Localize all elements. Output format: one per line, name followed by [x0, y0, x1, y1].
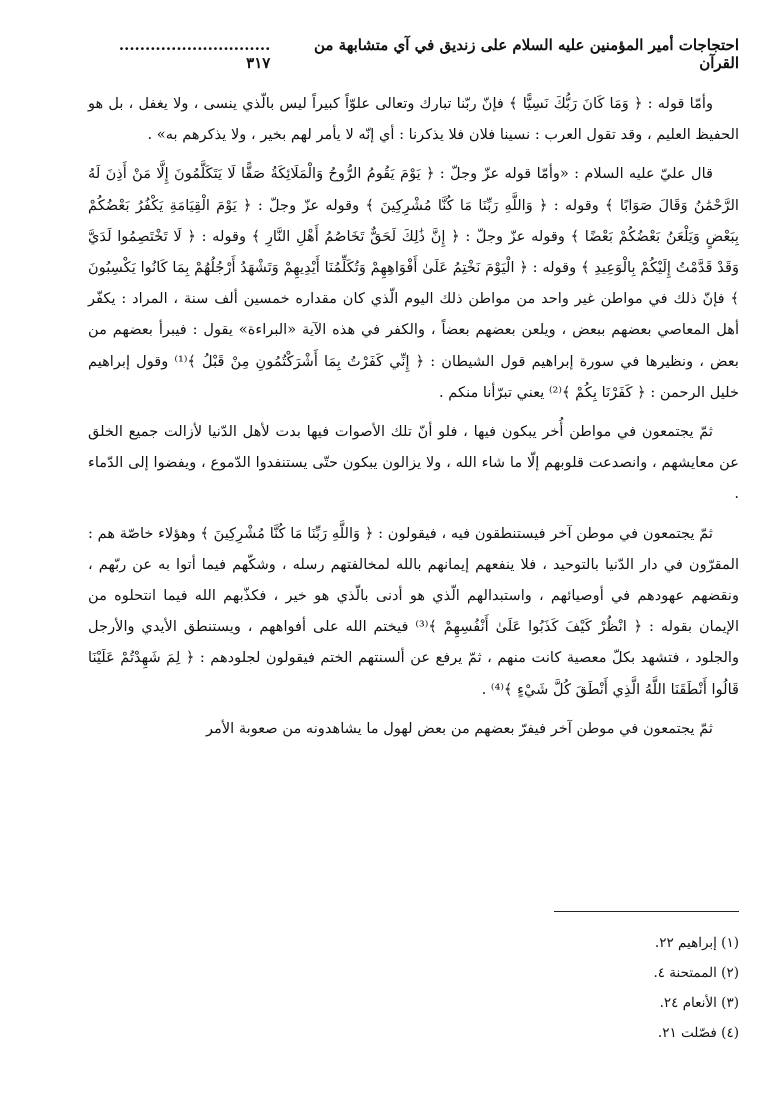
footnote-divider [554, 911, 739, 912]
paragraph: وأمّا قوله : ﴿ وَمَا كَانَ رَبُّكَ نَسِيًّا ﴾ فإنّ ربّنا تبارك وتعالى علوّاً كبيراً ليس بالّذي ينسى ، ولا يغفل ، بل هو الحفيظ العليم ، وقد تقول العرب : نسينا فلان فلا يذكرنا : أي إنّه لا يأمر لهم بخير ، ولا يذكرهم به» . [88, 95, 739, 144]
paragraph: قال عليّ عليه السلام : «وأمّا قوله عزّ وجلّ : ﴿ يَوْمَ يَقُومُ الرُّوحُ وَالْمَلَائِكَةُ صَفًّا لَا يَتَكَلَّمُونَ إِلَّا مَنْ أَذِنَ لَهُ الرَّحْمَٰنُ وَقَالَ صَوَابًا ﴾ وقوله : ﴿ وَاللَّهِ رَبِّنَا مَا كُنَّا مُشْرِكِينَ ﴾ وقوله عزّ وجلّ : ﴿ يَوْمَ الْقِيَامَةِ يَكْفُرُ بَعْضُكُمْ بِبَعْضٍ وَيَلْعَنُ بَعْضُكُمْ بَعْضًا ﴾ وقوله عزّ وجلّ : ﴿ إِنَّ ذَٰلِكَ لَحَقٌّ تَخَاصُمُ أَهْلِ النَّارِ ﴾ وقوله : ﴿ لَا تَخْتَصِمُوا لَدَيَّ وَقَدْ قَدَّمْتُ إِلَيْكُمْ بِالْوَعِيدِ ﴾ وقوله : ﴿ الْيَوْمَ نَخْتِمُ عَلَىٰ أَفْوَاهِهِمْ وَتُكَلِّمُنَا أَيْدِيهِمْ وَتَشْهَدُ أَرْجُلُهُمْ بِمَا كَانُوا يَكْسِبُونَ ﴾ فإنّ ذلك في مواطن غير واحد من مواطن ذلك اليوم الّذي كان مقداره خمسين ألف سنة ، المراد : يكفّر أهل المعاصي بعضهم ببعض ، ويلعن بعضهم بعضاً ، والكفر في هذه الآية «البراءة» يقول : فيبرأ بعضهم من بعض ، ونظيرها في سورة إبراهيم قول الشيطان : ﴿ إِنِّي كَفَرْتُ بِمَا أَشْرَكْتُمُونِ مِنْ قَبْلُ ﴾⁽¹⁾ وقول إبراهيم خليل الرحمن : ﴿ كَفَرْنَا بِكُمْ ﴾⁽²⁾ يعني تبرّأنا منكم . [88, 165, 739, 401]
paragraph: ثمّ يجتمعون في موطن آخر فيفرّ بعضهم من بعض لهول ما يشاهدونه من صعوبة الأمر [205, 719, 713, 737]
footnote: (٤) فصّلت ٢١. [657, 1025, 739, 1041]
footnotes [439, 928, 739, 1048]
running-header [90, 36, 739, 72]
paragraph: ثمّ يجتمعون في موطن آخر فيستنطقون فيه ، فيقولون : ﴿ وَاللَّهِ رَبِّنَا مَا كُنَّا مُشْرِكِينَ ﴾ وهؤلاء خاصّة هم : المقرّون في دار الدّنيا بالتوحيد ، فلا ينفعهم إيمانهم بالله لمخالفتهم رسله ، وشكّهم فيما أتوا به عن ربّهم ، ونقضهم عهودهم في أوصيائهم ، واستبدالهم الّذي هو أدنى بالّذي هو خير ، فكذّبهم الله فيما انتحلوه من الإيمان بقوله : ﴿ انْظُرْ كَيْفَ كَذَبُوا عَلَىٰ أَنْفُسِهِمْ ﴾⁽³⁾ فيختم الله على أفواههم ، ويستنطق الأيدي والأرجل والجلود ، فتشهد بكلّ معصية كانت منهم ، ثمّ يرفع عن ألسنتهم الختم فيقولون لجلودهم : ﴿ لِمَ شَهِدْتُمْ عَلَيْنَا قَالُوا أَنْطَقَنَا اللَّهُ الَّذِي أَنْطَقَ كُلَّ شَيْءٍ ﴾⁽⁴⁾ . [88, 524, 740, 698]
page-number: ............................. ٣١٧ [118, 36, 271, 72]
paragraph: ثمّ يجتمعون في مواطن أُخر يبكون فيها ، فلو أنّ تلك الأصوات فيها بدت لأهل الدّنيا لأزالت جميع الخلق عن معايشهم ، وانصدعت قلوبهم إلّا ما شاء الله ، ولا يزالون يبكون حتّى يستنفدوا الدّموع ، ويفضوا إلى الدّماء . [88, 423, 739, 503]
footnote: (٣) الأنعام ٢٤. [659, 995, 739, 1011]
footnote: (٢) الممتحنة ٤. [653, 965, 739, 981]
page-body [88, 88, 739, 752]
running-title: احتجاجات أمير المؤمنين عليه السلام على زنديق في آي متشابهة من القرآن [314, 36, 739, 72]
footnote: (١) إبراهيم ٢٢. [654, 935, 739, 951]
